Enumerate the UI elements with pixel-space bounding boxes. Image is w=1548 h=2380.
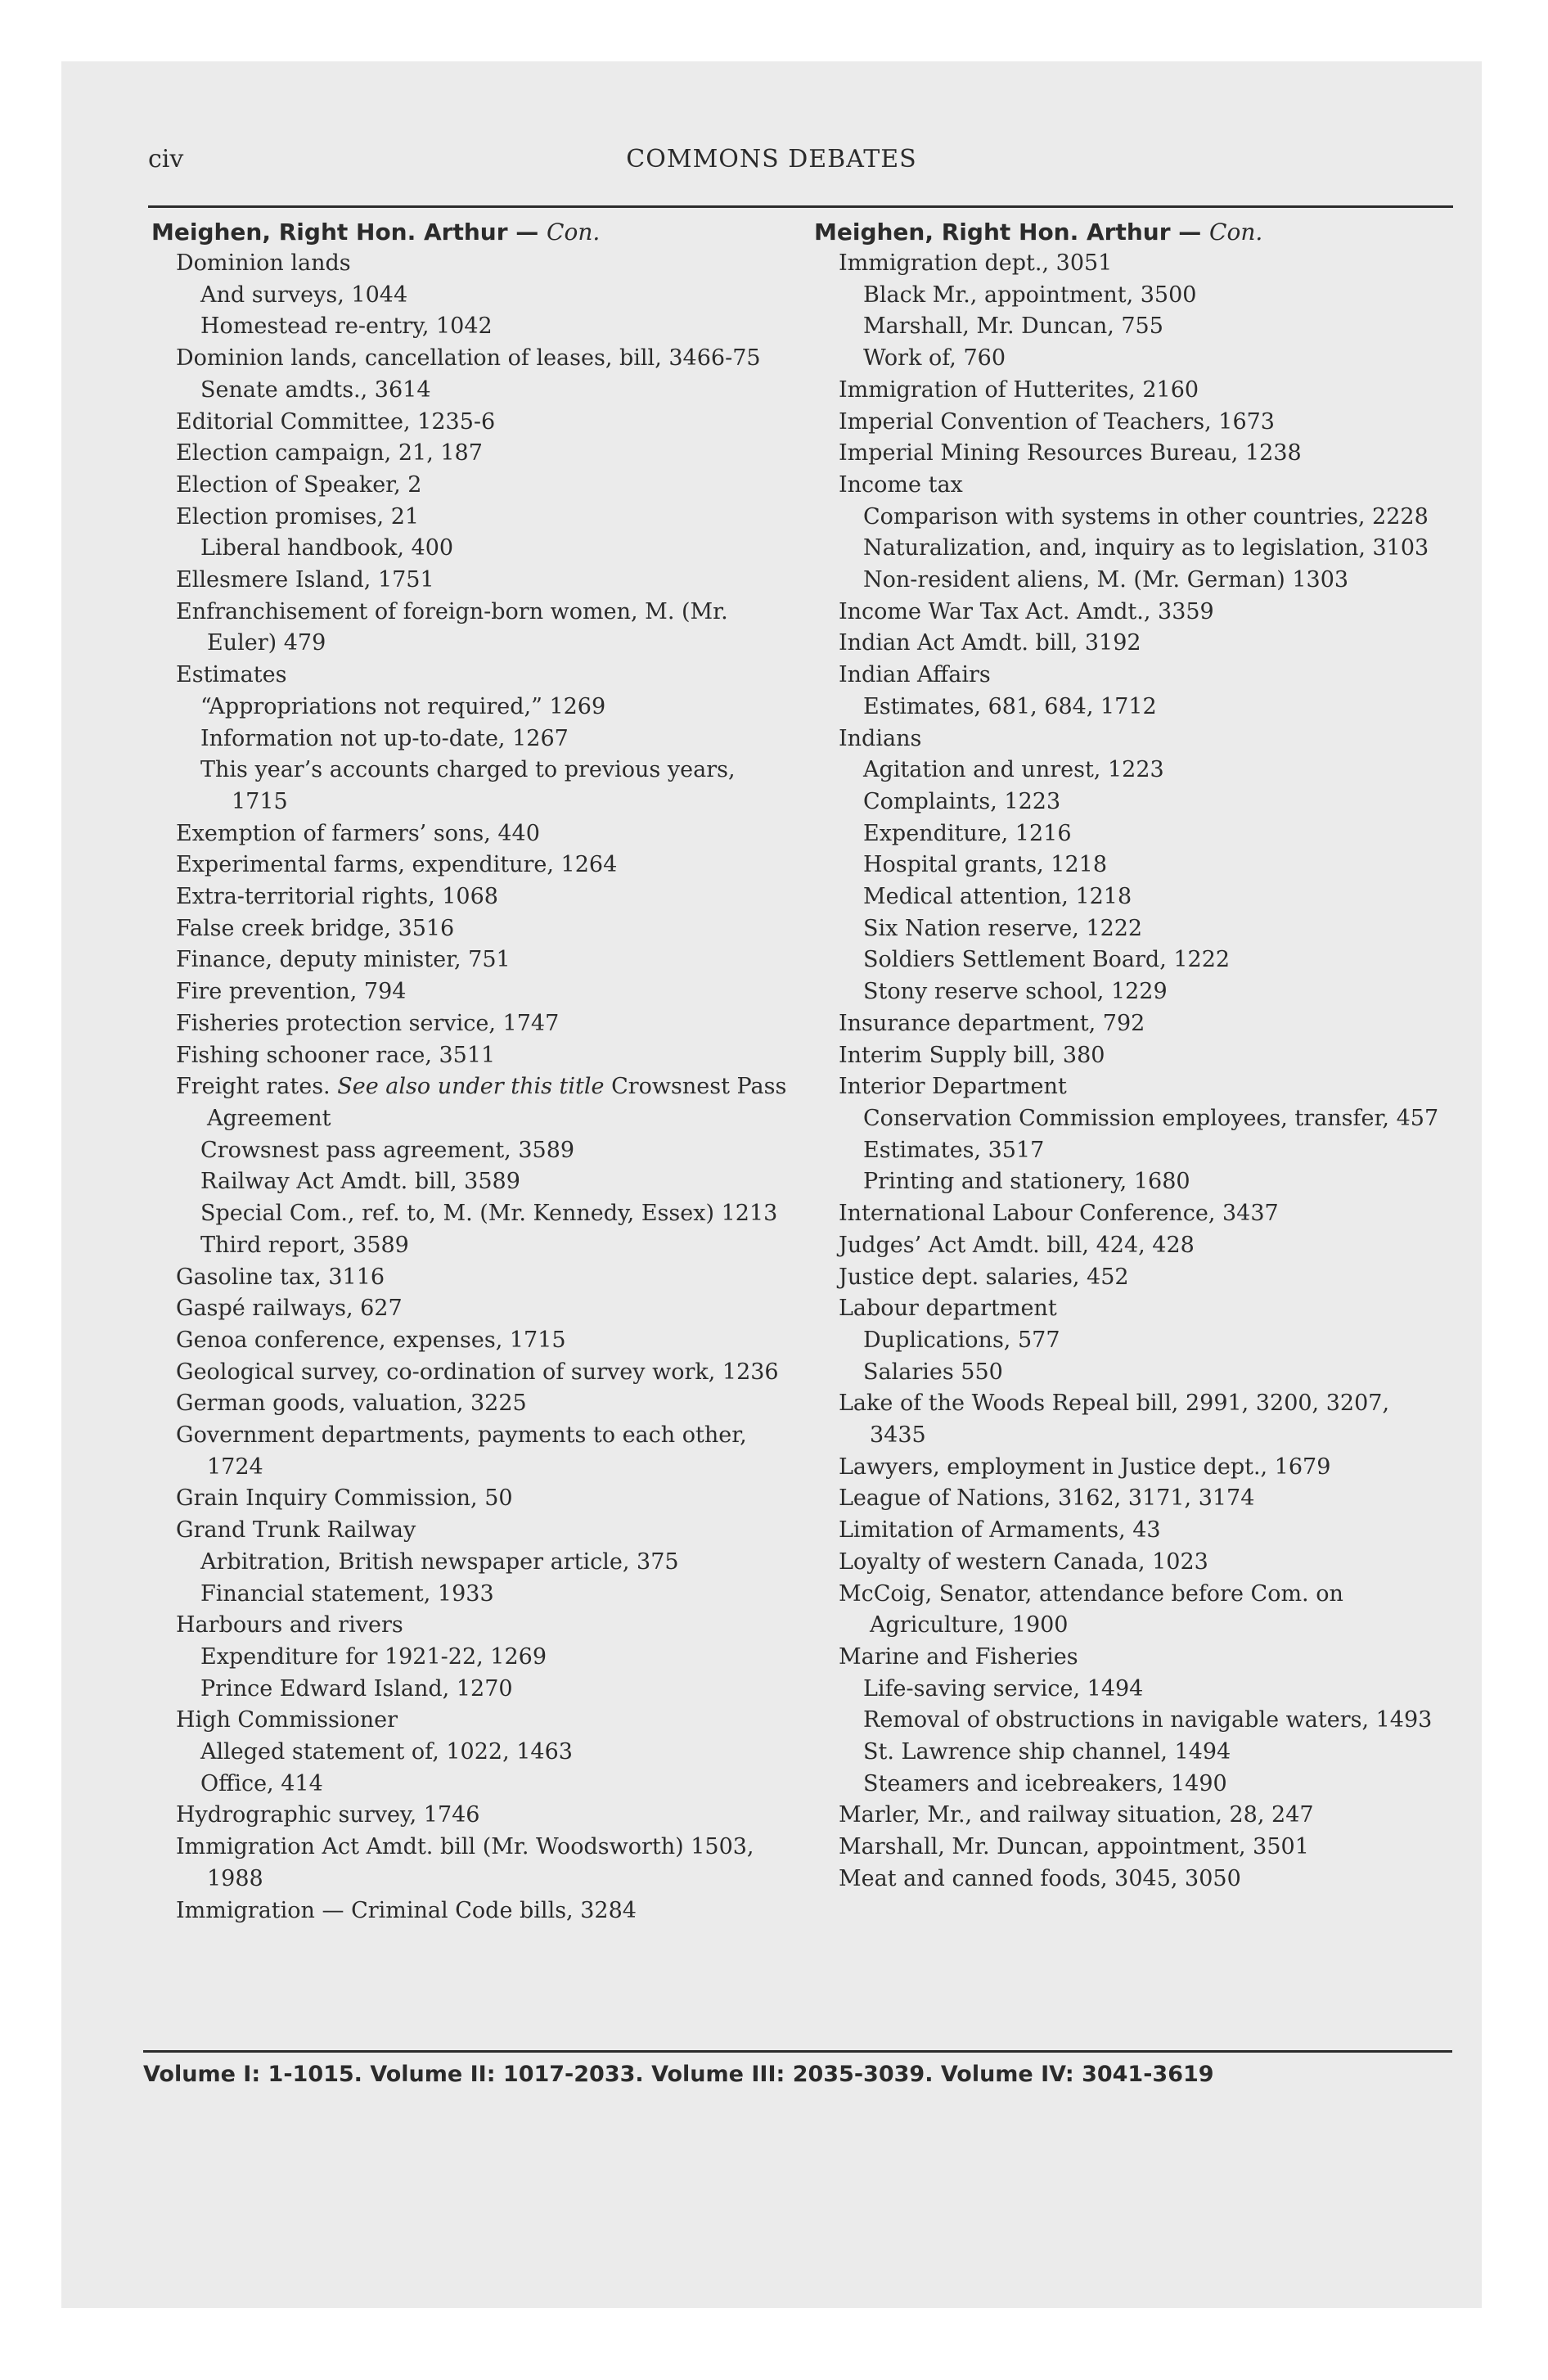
index-subentry: Duplications, 577 xyxy=(863,1327,1060,1353)
index-entry: Judges’ Act Amdt. bill, 424, 428 xyxy=(839,1232,1195,1258)
index-subentry: And surveys, 1044 xyxy=(200,282,408,308)
index-entry: Income tax xyxy=(839,471,963,498)
index-entry: Gaspé railways, 627 xyxy=(176,1296,403,1322)
index-entry: Gasoline tax, 3116 xyxy=(176,1264,385,1290)
index-subentry: Naturalization, and, inquiry as to legislation, 3103 xyxy=(863,535,1429,561)
index-subentry: Agitation and unrest, 1223 xyxy=(863,757,1164,783)
column-heading: Meighen, Right Hon. Arthur — Con. xyxy=(814,219,1263,246)
right-column xyxy=(814,217,1452,1895)
index-subentry: Special Com., ref. to, M. (Mr. Kennedy, Essex) 1213 xyxy=(200,1201,778,1227)
index-entry xyxy=(151,1071,790,1134)
index-entry: Enfranchisement of foreign-born women, M. (Mr. Euler) 479 xyxy=(176,598,728,656)
index-entry: Harbours and rivers xyxy=(176,1612,403,1639)
index-entry: Lawyers, employment in Justice dept., 1679 xyxy=(839,1454,1331,1480)
index-subentry: Marshall, Mr. Duncan, 755 xyxy=(863,313,1163,340)
index-entry: Fire prevention, 794 xyxy=(176,979,407,1005)
page-title: COMMONS DEBATES xyxy=(626,145,917,174)
index-entry: Interior Department xyxy=(839,1074,1067,1100)
index-subentry: Financial statement, 1933 xyxy=(200,1580,494,1607)
index-entry: Indian Act Amdt. bill, 3192 xyxy=(839,630,1141,656)
running-head xyxy=(61,145,1482,178)
index-subentry: Expenditure, 1216 xyxy=(863,820,1072,846)
index-entry: Dominion lands xyxy=(176,250,351,276)
index-subentry: St. Lawrence ship channel, 1494 xyxy=(863,1739,1231,1765)
index-subentry: Stony reserve school, 1229 xyxy=(863,979,1168,1005)
index-subentry: Liberal handbook, 400 xyxy=(200,535,454,561)
index-entry: Exemption of farmers’ sons, 440 xyxy=(176,820,540,846)
index-entry: Experimental farms, expenditure, 1264 xyxy=(176,852,618,878)
column-heading: Meighen, Right Hon. Arthur — Con. xyxy=(151,219,601,246)
cross-reference: Crowsnest Pass Agreement xyxy=(207,1074,787,1131)
index-entry: Fisheries protection service, 1747 xyxy=(176,1010,560,1036)
index-entry: Immigration of Hutterites, 2160 xyxy=(839,376,1199,403)
index-page xyxy=(61,61,1482,2308)
index-entry: Ellesmere Island, 1751 xyxy=(176,567,434,593)
index-entry: Interim Supply bill, 380 xyxy=(839,1042,1105,1068)
index-subentry: Crowsnest pass agreement, 3589 xyxy=(200,1137,575,1163)
index-subentry: Steamers and icebreakers, 1490 xyxy=(863,1770,1227,1796)
index-subentry: Non-resident aliens, M. (Mr. German) 1303 xyxy=(863,567,1349,593)
left-column xyxy=(151,217,790,1927)
index-subentry: Medical attention, 1218 xyxy=(863,884,1132,910)
index-subentry: Senate amdts., 3614 xyxy=(200,376,431,403)
index-entry: Dominion lands, cancellation of leases, bill, 3466-75 xyxy=(176,345,761,372)
index-subentry: Complaints, 1223 xyxy=(863,788,1061,814)
index-entry: Immigration — Criminal Code bills, 3284 xyxy=(176,1897,637,1923)
index-entry: Lake of the Woods Repeal bill, 2991, 3200, 3207, 3435 xyxy=(839,1391,1390,1449)
index-entry: Marshall, Mr. Duncan, appointment, 3501 xyxy=(839,1834,1309,1860)
index-subentry: Railway Act Amdt. bill, 3589 xyxy=(200,1169,520,1195)
index-subentry: Estimates, 3517 xyxy=(863,1137,1045,1163)
index-entry: International Labour Conference, 3437 xyxy=(839,1201,1279,1227)
index-subentry: Conservation Commission employees, transfer, 457 xyxy=(863,1105,1439,1131)
index-entry: Estimates xyxy=(176,662,287,688)
index-entry: Income War Tax Act. Amdt., 3359 xyxy=(839,598,1214,624)
index-entry: Immigration dept., 3051 xyxy=(839,250,1113,276)
index-entry: Limitation of Armaments, 43 xyxy=(839,1517,1161,1544)
index-entry: Imperial Mining Resources Bureau, 1238 xyxy=(839,440,1302,467)
index-entry: Extra-territorial rights, 1068 xyxy=(176,884,498,910)
index-entry: False creek bridge, 3516 xyxy=(176,915,455,941)
index-entry: Finance, deputy minister, 751 xyxy=(176,947,511,973)
index-entry: Marine and Fisheries xyxy=(839,1643,1078,1670)
index-entry: Government departments, payments to each other, 1724 xyxy=(176,1422,747,1480)
index-entry: Loyalty of western Canada, 1023 xyxy=(839,1548,1208,1575)
index-entry: Grand Trunk Railway xyxy=(176,1517,416,1544)
index-subentry: Comparison with systems in other countries, 2228 xyxy=(863,503,1429,530)
see-also-reference: See also under this title xyxy=(337,1074,605,1100)
index-entry: Grain Inquiry Commission, 50 xyxy=(176,1485,513,1512)
index-subentry: Black Mr., appointment, 3500 xyxy=(863,282,1197,308)
index-entry: Hydrographic survey, 1746 xyxy=(176,1802,480,1828)
page-number: civ xyxy=(148,145,184,174)
index-entry: Justice dept. salaries, 452 xyxy=(839,1264,1129,1290)
index-subentry: “Appropriations not required,” 1269 xyxy=(200,693,606,719)
index-subentry: Removal of obstructions in navigable waters, 1493 xyxy=(863,1707,1433,1733)
index-subentry: Printing and stationery, 1680 xyxy=(863,1169,1190,1195)
index-entry: Indians xyxy=(839,725,922,751)
index-entry: Insurance department, 792 xyxy=(839,1010,1145,1036)
index-entry: Election of Speaker, 2 xyxy=(176,471,422,498)
index-subentry: Office, 414 xyxy=(200,1770,323,1796)
index-subentry: Salaries 550 xyxy=(863,1359,1003,1385)
index-entry: High Commissioner xyxy=(176,1707,398,1733)
index-entry: Meat and canned foods, 3045, 3050 xyxy=(839,1865,1241,1891)
header-rule xyxy=(148,205,1453,208)
index-entry: German goods, valuation, 3225 xyxy=(176,1391,527,1417)
index-subentry: Third report, 3589 xyxy=(200,1232,409,1258)
index-subentry: Prince Edward Island, 1270 xyxy=(200,1675,513,1702)
index-entry: Imperial Convention of Teachers, 1673 xyxy=(839,408,1275,435)
index-entry: Geological survey, co-ordination of survey work, 1236 xyxy=(176,1359,779,1385)
index-subentry: Information not up-to-date, 1267 xyxy=(200,725,569,751)
index-subentry: Hospital grants, 1218 xyxy=(863,852,1108,878)
index-entry: Fishing schooner race, 3511 xyxy=(176,1042,496,1068)
index-entry: Genoa conference, expenses, 1715 xyxy=(176,1327,566,1353)
index-subentry: Six Nation reserve, 1222 xyxy=(863,915,1143,941)
index-subentry: Arbitration, British newspaper article, 375 xyxy=(200,1548,679,1575)
footer-rule xyxy=(143,2050,1452,2053)
index-entry: Election promises, 21 xyxy=(176,503,420,530)
index-entry: Labour department xyxy=(839,1296,1057,1322)
index-subentry: Expenditure for 1921-22, 1269 xyxy=(200,1643,547,1670)
index-entry: Election campaign, 21, 187 xyxy=(176,440,483,467)
index-subentry: This year’s accounts charged to previous years, 1715 xyxy=(200,757,736,814)
index-entry: League of Nations, 3162, 3171, 3174 xyxy=(839,1485,1255,1512)
index-subentry: Estimates, 681, 684, 1712 xyxy=(863,693,1157,719)
volume-footer: Volume I: 1-1015. Volume II: 1017-2033. Volume III: 2035-3039. Volume IV: 3041-3619 xyxy=(143,2062,1214,2087)
index-subentry: Life-saving service, 1494 xyxy=(863,1675,1144,1702)
index-entry: McCoig, Senator, attendance before Com. on Agriculture, 1900 xyxy=(839,1580,1343,1639)
index-entry: Marler, Mr., and railway situation, 28, 247 xyxy=(839,1802,1314,1828)
index-subentry: Soldiers Settlement Board, 1222 xyxy=(863,947,1231,973)
index-entry: Indian Affairs xyxy=(839,662,991,688)
index-subentry: Work of, 760 xyxy=(863,345,1006,372)
index-entry: Immigration Act Amdt. bill (Mr. Woodsworth) 1503, 1988 xyxy=(176,1834,754,1891)
index-entry: Editorial Committee, 1235-6 xyxy=(176,408,496,435)
index-subentry: Alleged statement of, 1022, 1463 xyxy=(200,1739,573,1765)
entry-text: Freight rates. xyxy=(176,1074,331,1100)
index-subentry: Homestead re-entry, 1042 xyxy=(200,313,493,340)
